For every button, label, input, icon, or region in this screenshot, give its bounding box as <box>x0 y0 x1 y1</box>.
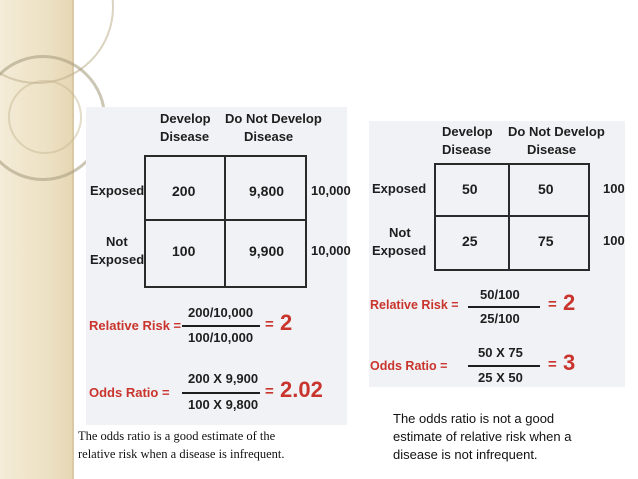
decorative-arc <box>8 80 82 154</box>
left-cell-r1c2: 9,800 <box>249 183 285 199</box>
right-or-fraction-bar <box>468 365 540 367</box>
left-or-fraction-bar <box>182 392 260 394</box>
right-or-denominator: 25 X 50 <box>478 370 523 385</box>
left-grid-horizontal-divider <box>144 219 305 221</box>
right-rr-fraction-bar <box>468 306 540 308</box>
left-col2-header-line1: Do Not Develop <box>225 111 322 126</box>
left-row1-label: Exposed <box>90 183 145 198</box>
right-relative-risk-label: Relative Risk = <box>370 298 459 312</box>
right-cell-r2c2: 75 <box>538 233 554 249</box>
left-rr-denominator: 100/10,000 <box>188 330 254 345</box>
left-or-value: 2.02 <box>280 377 323 402</box>
left-rr-fraction-bar <box>182 325 260 327</box>
left-cell-r1c1: 200 <box>172 183 196 199</box>
left-col1-header-line2: Disease <box>160 129 210 144</box>
right-row1-total: 100 <box>603 181 625 196</box>
left-or-numerator: 200 X 9,900 <box>188 371 259 386</box>
right-col2-header-line2: Disease <box>527 142 577 157</box>
right-row2-label-line2: Exposed <box>372 243 427 258</box>
right-row2-label-line1: Not <box>389 225 411 240</box>
right-rr-equals: = <box>548 296 557 313</box>
right-or-numerator: 50 X 75 <box>478 345 523 360</box>
right-odds-ratio-label: Odds Ratio = <box>370 359 448 373</box>
left-row2-label-line2: Exposed <box>90 252 145 267</box>
right-caption-line1: The odds ratio is not a good <box>393 411 555 426</box>
left-rr-equals: = <box>265 316 274 333</box>
left-rr-value: 2 <box>280 310 293 335</box>
left-cell-r2c1: 100 <box>172 243 196 259</box>
right-or-value: 3 <box>563 350 576 375</box>
right-grid-horizontal-divider <box>434 215 588 217</box>
left-or-equals: = <box>265 383 274 400</box>
left-caption-line2: relative risk when a disease is infrequent. <box>78 447 285 461</box>
right-contingency-grid <box>434 163 590 271</box>
left-or-denominator: 100 X 9,800 <box>188 397 259 412</box>
right-caption <box>393 410 571 464</box>
right-cell-r1c1: 50 <box>462 181 478 197</box>
right-or-equals: = <box>548 356 557 373</box>
left-rr-numerator: 200/10,000 <box>188 305 254 320</box>
right-row2-total: 100 <box>603 233 625 248</box>
right-caption-line3: disease is not infrequent. <box>393 447 538 462</box>
left-caption-line1: The odds ratio is a good estimate of the <box>78 429 276 443</box>
right-row1-label: Exposed <box>372 181 427 196</box>
left-col2-header-line2: Disease <box>244 129 294 144</box>
left-caption <box>78 427 285 463</box>
left-odds-ratio-label: Odds Ratio = <box>89 385 170 400</box>
left-row2-total: 10,000 <box>311 243 351 258</box>
left-row2-label-line1: Not <box>106 234 128 249</box>
right-col1-header-line2: Disease <box>442 142 492 157</box>
right-cell-r1c2: 50 <box>538 181 554 197</box>
left-relative-risk-label: Relative Risk = <box>89 318 182 333</box>
right-col1-header-line1: Develop <box>442 124 493 139</box>
right-rr-numerator: 50/100 <box>480 287 520 302</box>
left-col1-header-line1: Develop <box>160 111 211 126</box>
left-row1-total: 10,000 <box>311 183 351 198</box>
left-cell-r2c2: 9,900 <box>249 243 285 259</box>
right-cell-r2c1: 25 <box>462 233 478 249</box>
right-rr-denominator: 25/100 <box>480 311 520 326</box>
right-col2-header-line1: Do Not Develop <box>508 124 605 139</box>
right-caption-line2: estimate of relative risk when a <box>393 429 572 444</box>
right-rr-value: 2 <box>563 290 576 315</box>
